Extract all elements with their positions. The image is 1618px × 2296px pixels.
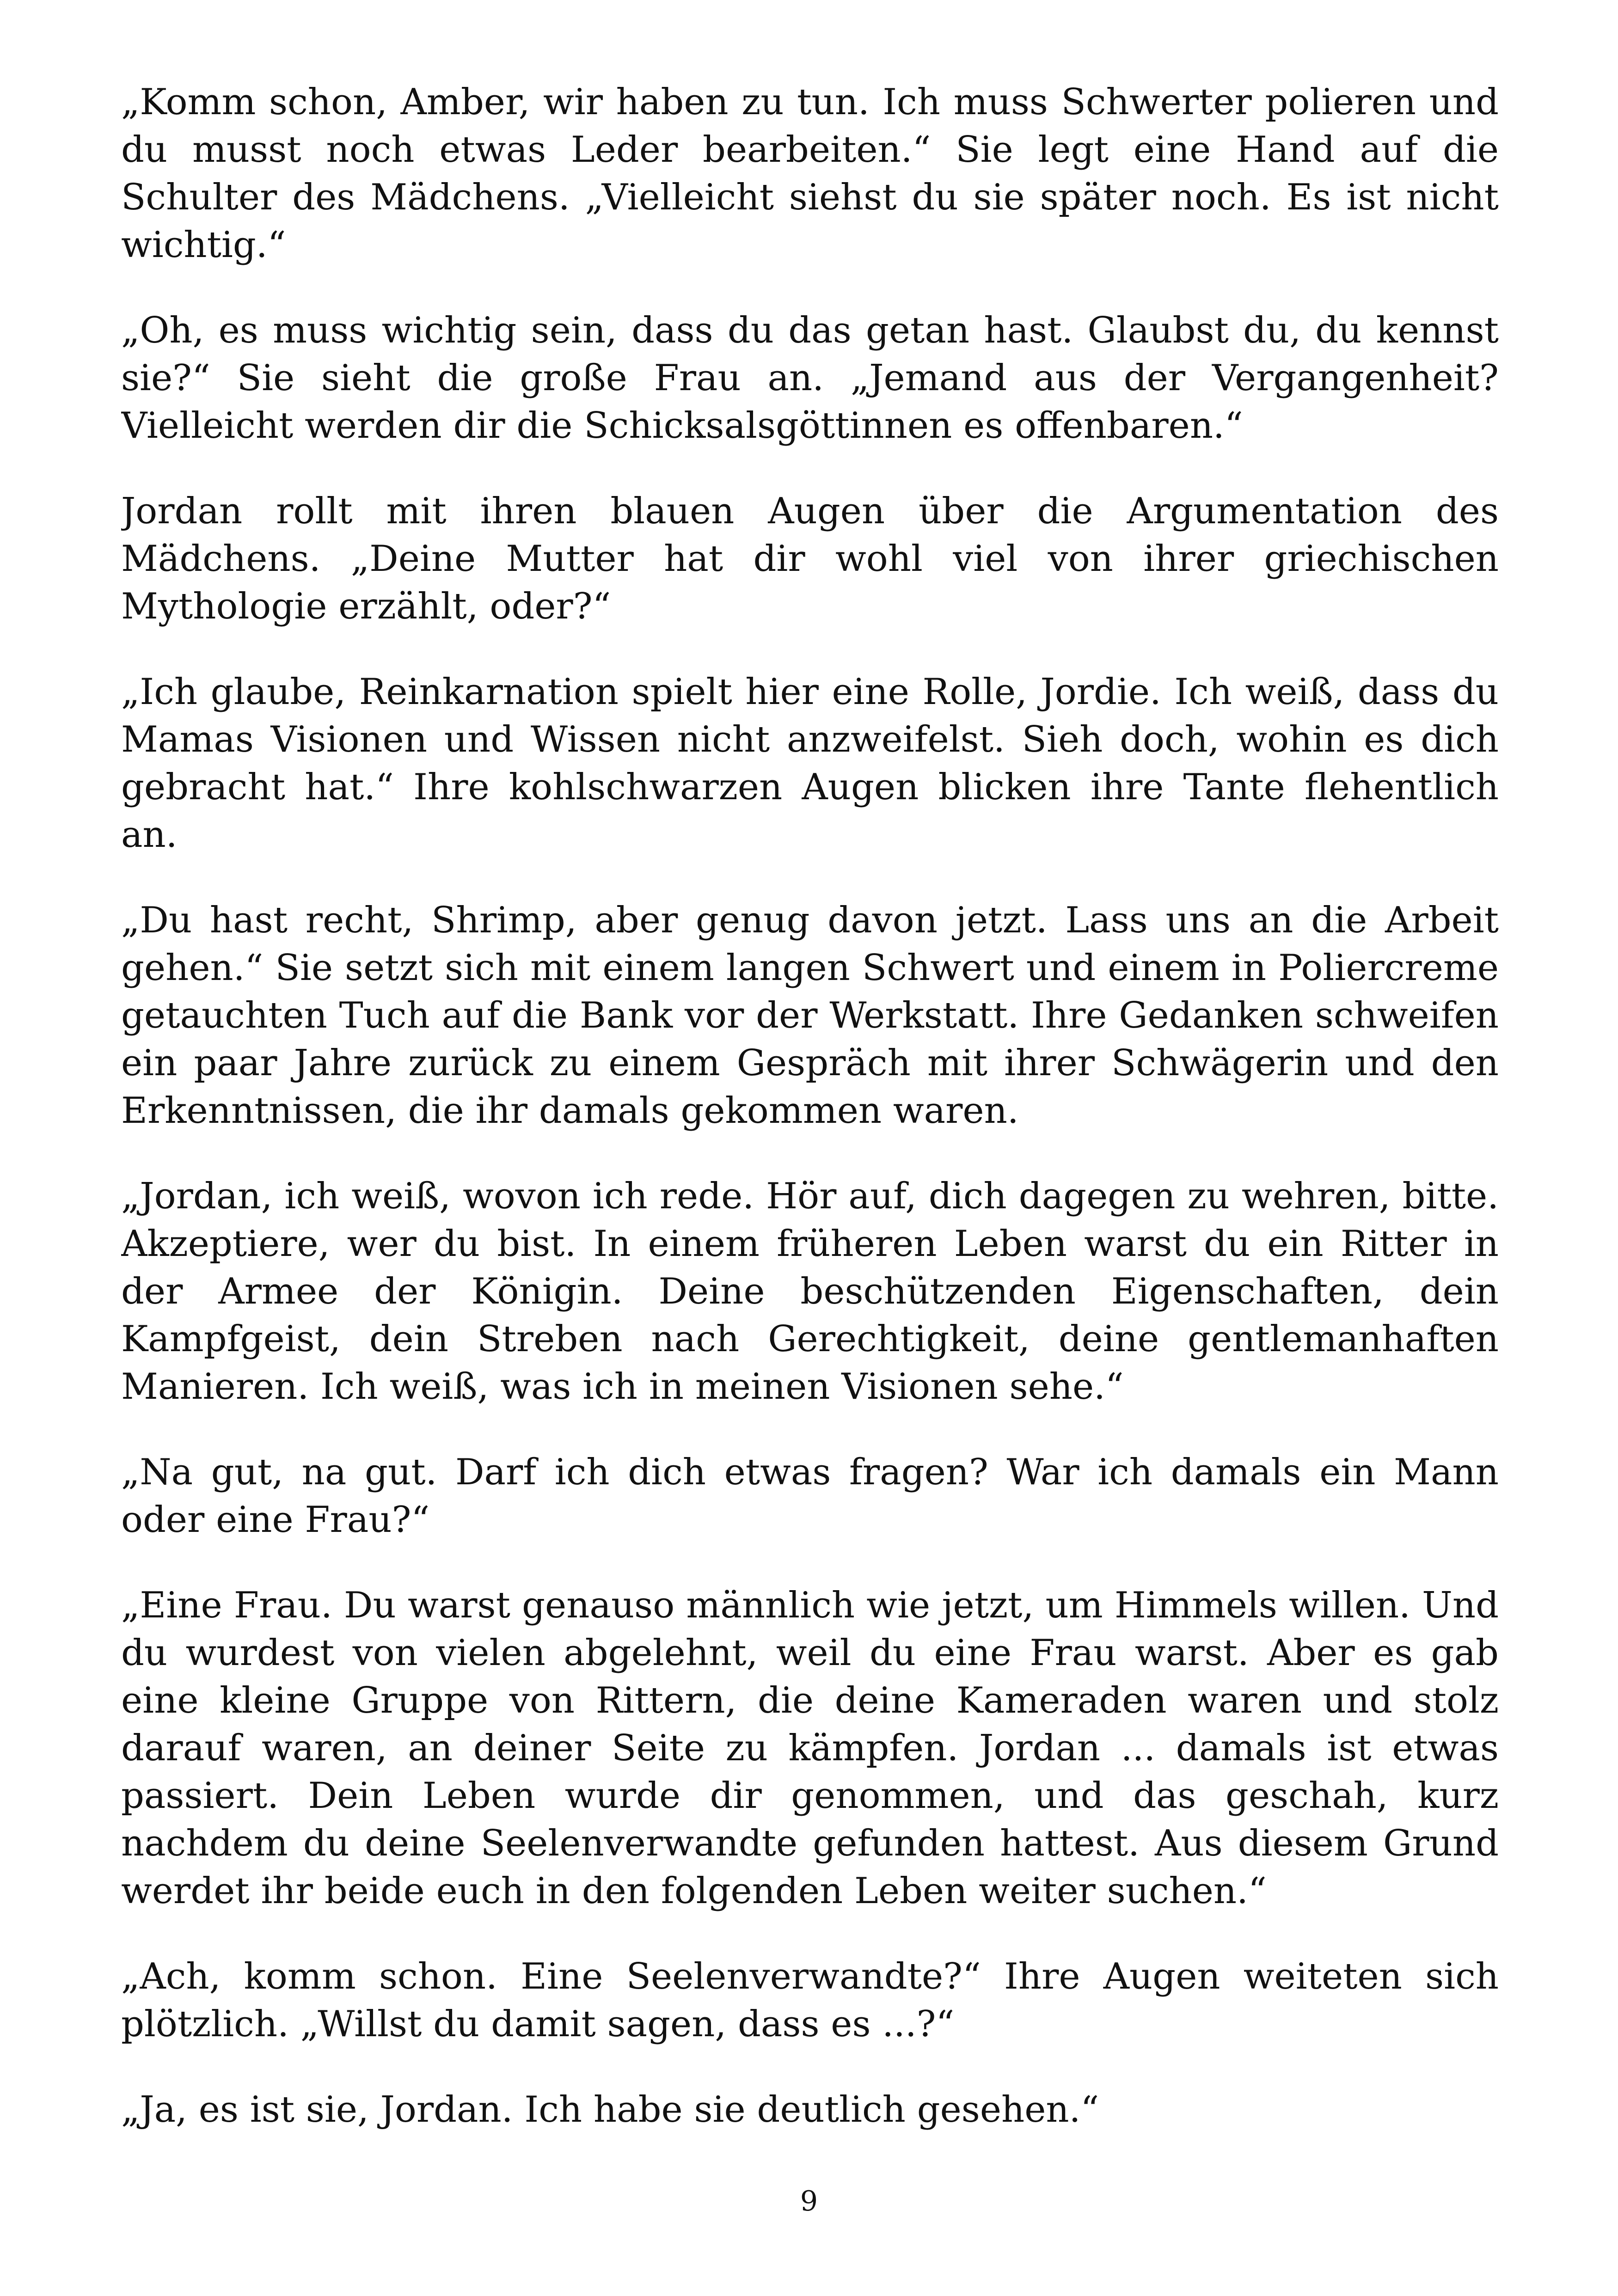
- paragraph: „Komm schon, Amber, wir haben zu tun. Ich muss Schwerter polieren und du musst noch etwas Leder bearbeiten.“ Sie legt eine Hand auf die Schulter des Mädchens. „Vielleicht siehst du sie später noch. Es ist nicht wichtig.“: [121, 81, 1499, 266]
- paragraph: „Jordan, ich weiß, wovon ich rede. Hör auf, dich dagegen zu wehren, bitte. Akzeptiere, wer du bist. In einem früheren Leben warst du ein Ritter in der Armee der Königin. Deine beschützenden Eigenschaften, dein Kampfgeist, dein Streben nach Gerechtigkeit, deine gentlemanhaften Manieren. Ich weiß, was ich in meinen Visionen sehe.“: [121, 1176, 1499, 1408]
- paragraph: „Du hast recht, Shrimp, aber genug davon jetzt. Lass uns an die Arbeit gehen.“ Sie setzt sich mit einem langen Schwert und einem in Poliercreme getauchten Tuch auf die Bank vor der Werkstatt. Ihre Gedanken schweifen ein paar Jahre zurück zu einem Gespräch mit ihrer Schwägerin und den Erkenntnissen, die ihr damals gekommen waren.: [121, 900, 1499, 1132]
- book-page-body: [121, 79, 1499, 2168]
- paragraph: Jordan rollt mit ihren blauen Augen über die Argumentation des Mädchens. „Deine Mutter hat dir wohl viel von ihrer griechischen Mythologie erzählt, oder?“: [121, 490, 1499, 627]
- paragraph: „Oh, es muss wichtig sein, dass du das getan hast. Glaubst du, du kennst sie?“ Sie sieht die große Frau an. „Jemand aus der Vergangenheit? Vielleicht werden dir die Schicksalsgöttinnen es offenbaren.“: [121, 310, 1499, 447]
- paragraph: „Ich glaube, Reinkarnation spielt hier eine Rolle, Jordie. Ich weiß, dass du Mamas Visionen und Wissen nicht anzweifelst. Sieh doch, wohin es dich gebracht hat.“ Ihre kohlschwarzen Augen blicken ihre Tante flehentlich an.: [121, 671, 1499, 856]
- page-number: 9: [800, 2185, 818, 2217]
- paragraph: „Ach, komm schon. Eine Seelenverwandte?“ Ihre Augen weiteten sich plötzlich. „Willst du damit sagen, dass es ...?“: [121, 1956, 1499, 2045]
- paragraph: „Na gut, na gut. Darf ich dich etwas fragen? War ich damals ein Mann oder eine Frau?“: [121, 1451, 1499, 1541]
- paragraph: „Ja, es ist sie, Jordan. Ich habe sie deutlich gesehen.“: [121, 2089, 1099, 2131]
- paragraph: „Eine Frau. Du warst genauso männlich wie jetzt, um Himmels willen. Und du wurdest von vielen abgelehnt, weil du eine Frau warst. Aber es gab eine kleine Gruppe von Rittern, die deine Kameraden waren und stolz darauf waren, an deiner Seite zu kämpfen. Jordan ... damals ist etwas passiert. Dein Leben wurde dir genommen, und das geschah, kurz nachdem du deine Seelenverwandte gefunden hattest. Aus diesem Grund werdet ihr beide euch in den folgenden Leben weiter suchen.“: [121, 1585, 1499, 1912]
